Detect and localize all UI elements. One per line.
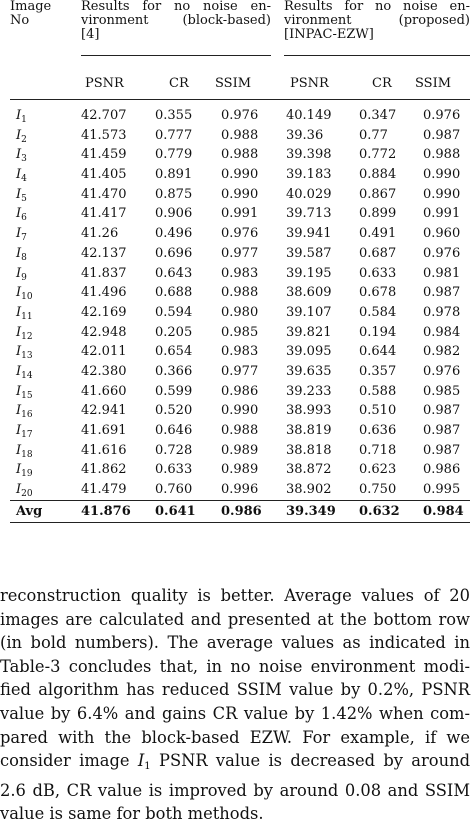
cell-cr-proposed: 0.636 (359, 423, 397, 438)
avg-top-rule (10, 500, 470, 501)
table-row (10, 145, 470, 165)
avg-label: Avg (16, 503, 43, 519)
paragraph-line (0, 749, 470, 779)
cell-ssim-block: 0.988 (221, 127, 259, 143)
cell-cr-block: 0.643 (155, 265, 193, 281)
cell-psnr-proposed: 39.107 (286, 304, 332, 320)
cell-psnr-block: 42.011 (81, 344, 127, 360)
cell-cr-block: 0.205 (155, 324, 193, 340)
image-id-subscript: 19 (21, 469, 33, 480)
cell-cr-proposed: 0.633 (359, 265, 397, 281)
cell-cr-proposed: 0.899 (359, 206, 397, 222)
subheader-ssim-2: SSIM (415, 76, 452, 91)
cell-psnr-block: 41.417 (81, 206, 127, 222)
avg-cr-proposed: 0.632 (359, 503, 400, 519)
cell-cr-proposed: 0.347 (359, 108, 397, 123)
cell-psnr-proposed: 39.233 (286, 383, 332, 399)
results-table (10, 0, 470, 523)
table-row (10, 126, 470, 146)
image-id-letter: I (16, 423, 22, 438)
cell-ssim-proposed: 0.990 (423, 186, 461, 202)
cell-cr-block: 0.760 (155, 482, 193, 498)
cell-cr-proposed: 0.772 (359, 147, 397, 163)
cell-psnr-proposed: 39.635 (286, 363, 332, 379)
cell-cr-block: 0.696 (155, 245, 193, 261)
cell-cr-block: 0.728 (155, 442, 193, 458)
cell-ssim-proposed: 0.986 (423, 462, 461, 478)
cell-cr-block: 0.875 (155, 186, 193, 202)
cell-ssim-block: 0.985 (221, 324, 259, 340)
group2-header-line2: vironment (proposed) (284, 13, 470, 28)
cell-ssim-block: 0.988 (221, 423, 259, 438)
image-id-letter: I (16, 462, 22, 478)
cell-cr-proposed: 0.678 (359, 285, 397, 301)
group1-underline (81, 55, 271, 56)
cell-cr-block: 0.777 (155, 127, 193, 143)
image-no-header (10, 0, 70, 28)
cell-ssim-block: 0.988 (221, 285, 259, 301)
image-id-subscript: 4 (21, 174, 27, 185)
cell-cr-proposed: 0.588 (359, 383, 397, 399)
cell-cr-proposed: 0.867 (359, 186, 397, 202)
image-id-letter: I (16, 265, 22, 281)
image-id-letter: I (16, 147, 22, 163)
subheader-rule (10, 99, 470, 100)
cell-psnr-block: 41.837 (81, 265, 127, 281)
image-id-subscript: 12 (21, 331, 33, 342)
cell-ssim-proposed: 0.976 (423, 245, 461, 261)
table-row (10, 165, 470, 185)
cell-psnr-proposed: 38.819 (286, 423, 332, 438)
cell-psnr-proposed: 39.095 (286, 344, 332, 360)
image-id-subscript: 6 (21, 213, 27, 224)
subheader-psnr-1: PSNR (85, 76, 124, 91)
table-row (10, 264, 470, 284)
cell-psnr-proposed: 38.993 (286, 403, 332, 419)
cell-psnr-proposed: 39.398 (286, 147, 332, 163)
image-id-subscript: 8 (21, 252, 27, 263)
image-id-subscript: 18 (21, 449, 33, 460)
table-row (10, 441, 470, 461)
cell-psnr-block: 41.496 (81, 285, 127, 301)
cell-psnr-block: 42.948 (81, 324, 127, 340)
image-id-subscript: 11 (21, 311, 33, 322)
image-id-letter: I (16, 482, 22, 498)
table-body (10, 106, 470, 500)
paragraph-line: (in bold numbers). The average values as indicated in (0, 633, 470, 653)
cell-ssim-block: 0.990 (221, 186, 259, 202)
cell-cr-block: 0.594 (155, 304, 193, 320)
cell-psnr-block: 42.380 (81, 363, 127, 379)
group2-underline (284, 55, 470, 56)
image-id-subscript: 1 (21, 115, 27, 125)
cell-ssim-proposed: 0.987 (423, 285, 461, 301)
subheader-ssim-1: SSIM (215, 76, 252, 91)
image-id-subscript: 13 (21, 351, 33, 362)
cell-cr-block: 0.633 (155, 462, 193, 478)
cell-ssim-proposed: 0.987 (423, 423, 461, 438)
cell-psnr-block: 41.616 (81, 442, 127, 458)
cell-psnr-proposed: 39.941 (286, 226, 332, 242)
image-no-header-line2: No (10, 13, 30, 28)
table-subheader (10, 66, 470, 100)
cell-psnr-proposed: 39.713 (286, 206, 332, 222)
cell-psnr-block: 41.573 (81, 127, 127, 143)
cell-cr-proposed: 0.750 (359, 482, 397, 498)
cell-cr-proposed: 0.718 (359, 442, 397, 458)
table-row (10, 303, 470, 323)
paragraph-line: reconstruction quality is better. Average values of 20 (0, 586, 470, 605)
group1-header-line1: Results for no noise en- (81, 0, 271, 14)
table-row (10, 185, 470, 205)
image-id-subscript: 14 (21, 370, 33, 381)
paragraph-text: PSNR value is decreased by around (150, 751, 470, 771)
avg-ssim-proposed: 0.984 (423, 503, 464, 519)
table-avg-row (10, 502, 470, 522)
cell-ssim-proposed: 0.987 (423, 127, 461, 143)
cell-cr-block: 0.355 (155, 108, 193, 123)
cell-ssim-block: 0.983 (221, 265, 259, 281)
cell-psnr-proposed: 40.029 (286, 186, 332, 202)
block-based-group-header (81, 0, 271, 42)
cell-cr-block: 0.366 (155, 363, 193, 379)
paragraph-line: fied algorithm has reduced SSIM value by 0.2%, PSNR (0, 680, 470, 700)
image-id-letter: I (16, 108, 22, 123)
table-row (10, 283, 470, 303)
image-id-letter: I (16, 363, 22, 379)
cell-cr-proposed: 0.884 (359, 167, 397, 183)
avg-psnr-block: 41.876 (81, 503, 131, 519)
cell-psnr-block: 41.459 (81, 147, 127, 163)
table-row (10, 342, 470, 362)
image-id-subscript: 15 (21, 390, 33, 401)
cell-cr-block: 0.599 (155, 383, 193, 399)
table-row (10, 106, 470, 126)
cell-ssim-block: 0.996 (221, 482, 259, 498)
cell-cr-block: 0.906 (155, 206, 193, 222)
cell-cr-proposed: 0.687 (359, 245, 397, 261)
cell-psnr-proposed: 39.195 (286, 265, 332, 281)
image-id-letter: I (16, 285, 22, 301)
cell-cr-block: 0.646 (155, 423, 193, 438)
cell-psnr-block: 41.470 (81, 186, 127, 202)
group1-header-line2: vironment (block-based) (81, 13, 271, 28)
cell-cr-proposed: 0.644 (359, 344, 397, 360)
paragraph-line: Table-3 concludes that, in no noise environment modi- (0, 656, 470, 676)
group2-header-line3: [INPAC-EZW] (284, 27, 374, 42)
cell-psnr-block: 42.137 (81, 245, 127, 261)
cell-cr-block: 0.779 (155, 147, 193, 163)
cell-ssim-proposed: 0.995 (423, 482, 461, 498)
image-id-subscript: 17 (21, 430, 33, 440)
cell-cr-proposed: 0.491 (359, 226, 397, 242)
cell-ssim-proposed: 0.960 (423, 226, 461, 242)
cell-psnr-block: 41.405 (81, 167, 127, 183)
cell-ssim-block: 0.977 (221, 245, 259, 261)
avg-ssim-block: 0.986 (221, 503, 262, 519)
image-id-letter: I (16, 442, 22, 458)
body-paragraph (0, 584, 470, 826)
cell-ssim-block: 0.989 (221, 442, 259, 458)
table-row (10, 421, 470, 441)
cell-ssim-block: 0.976 (221, 108, 259, 123)
cell-psnr-block: 41.26 (81, 226, 119, 242)
cell-psnr-block: 42.169 (81, 304, 127, 320)
cell-ssim-block: 0.990 (221, 167, 259, 183)
cell-psnr-block: 42.707 (81, 108, 127, 123)
cell-psnr-proposed: 39.36 (286, 127, 324, 143)
cell-cr-proposed: 0.194 (359, 324, 397, 340)
image-id-letter: I (16, 127, 22, 143)
cell-psnr-proposed: 38.872 (286, 462, 332, 478)
avg-cr-block: 0.641 (155, 503, 196, 519)
image-id-letter: I (16, 304, 22, 320)
table-row (10, 204, 470, 224)
cell-psnr-proposed: 38.818 (286, 442, 332, 458)
avg-psnr-proposed: 39.349 (286, 503, 336, 519)
image-id-letter: I (16, 324, 22, 340)
table-bottom-rule (10, 522, 470, 523)
cell-cr-block: 0.891 (155, 167, 193, 183)
image-id-subscript: 3 (21, 154, 27, 165)
cell-ssim-proposed: 0.987 (423, 403, 461, 419)
image-id-letter: I (16, 383, 22, 399)
subheader-cr-2: CR (372, 76, 392, 91)
image-id-letter: I (16, 226, 22, 242)
cell-cr-proposed: 0.584 (359, 304, 397, 320)
image-id-subscript: 20 (21, 489, 33, 500)
paragraph-line: value is same for both methods. (0, 804, 264, 824)
image-id-subscript: 10 (21, 292, 33, 303)
table-row (10, 401, 470, 421)
cell-ssim-proposed: 0.978 (423, 304, 461, 320)
cell-cr-proposed: 0.510 (359, 403, 397, 419)
cell-ssim-proposed: 0.976 (423, 363, 461, 379)
cell-psnr-proposed: 38.609 (286, 285, 332, 301)
image-variable: I (137, 751, 145, 771)
image-id-letter: I (16, 167, 22, 183)
cell-ssim-proposed: 0.976 (423, 108, 461, 123)
image-id-letter: I (16, 344, 22, 360)
paragraph-text: consider image (0, 751, 138, 771)
cell-cr-block: 0.688 (155, 285, 193, 301)
table-row (10, 480, 470, 500)
table-row (10, 244, 470, 264)
cell-ssim-block: 0.976 (221, 226, 259, 242)
cell-psnr-proposed: 39.821 (286, 324, 332, 340)
image-id-letter: I (16, 206, 22, 222)
cell-psnr-block: 41.862 (81, 462, 127, 478)
cell-ssim-proposed: 0.987 (423, 442, 461, 458)
cell-psnr-proposed: 39.587 (286, 245, 332, 261)
cell-psnr-proposed: 38.902 (286, 482, 332, 498)
cell-psnr-block: 41.691 (81, 423, 127, 438)
cell-cr-block: 0.496 (155, 226, 193, 242)
cell-ssim-proposed: 0.991 (423, 206, 461, 222)
cell-cr-proposed: 0.77 (359, 127, 388, 143)
cell-ssim-block: 0.991 (221, 206, 259, 222)
cell-ssim-block: 0.988 (221, 147, 259, 163)
proposed-group-header (284, 0, 470, 42)
image-id-letter: I (16, 403, 22, 419)
cell-ssim-block: 0.980 (221, 304, 259, 320)
image-id-subscript: 16 (21, 410, 33, 421)
image-id-subscript: 9 (21, 272, 27, 283)
cell-ssim-proposed: 0.981 (423, 265, 461, 281)
cell-cr-block: 0.520 (155, 403, 193, 419)
cell-ssim-block: 0.977 (221, 363, 259, 379)
image-variable-subscript: 1 (144, 761, 151, 773)
cell-cr-proposed: 0.623 (359, 462, 397, 478)
paragraph-line: pared with the block-based EZW. For example, if we (0, 727, 470, 747)
subheader-psnr-2: PSNR (290, 76, 329, 91)
group2-header-line1: Results for no noise en- (284, 0, 470, 14)
image-id-subscript: 5 (21, 193, 27, 204)
table-row (10, 323, 470, 343)
cell-psnr-proposed: 40.149 (286, 108, 332, 123)
cell-ssim-proposed: 0.988 (423, 147, 461, 163)
paragraph-line: images are calculated and presented at the bottom row (0, 609, 470, 629)
cell-psnr-block: 41.660 (81, 383, 127, 399)
paragraph-line: value by 6.4% and gains CR value by 1.42% when com- (0, 703, 470, 723)
cell-psnr-block: 41.479 (81, 482, 127, 498)
cell-ssim-proposed: 0.990 (423, 167, 461, 183)
cell-ssim-block: 0.990 (221, 403, 259, 419)
cell-ssim-proposed: 0.984 (423, 324, 461, 340)
table-header (10, 0, 470, 66)
cell-cr-proposed: 0.357 (359, 363, 397, 379)
image-id-letter: I (16, 186, 22, 202)
image-no-header-line1: Image (10, 0, 52, 14)
image-id-subscript: 7 (21, 233, 27, 244)
cell-cr-block: 0.654 (155, 344, 193, 360)
cell-ssim-block: 0.986 (221, 383, 259, 399)
table-row (10, 224, 470, 244)
subheader-cr-1: CR (169, 76, 189, 91)
cell-psnr-block: 42.941 (81, 403, 127, 419)
cell-ssim-block: 0.983 (221, 344, 259, 360)
cell-ssim-block: 0.989 (221, 462, 259, 478)
cell-psnr-proposed: 39.183 (286, 167, 332, 183)
table-row (10, 362, 470, 382)
table-row (10, 460, 470, 480)
group1-header-line3: [4] (81, 27, 100, 42)
image-id-letter: I (16, 245, 22, 261)
cell-ssim-proposed: 0.985 (423, 383, 461, 399)
table-row (10, 382, 470, 402)
cell-ssim-proposed: 0.982 (423, 344, 461, 360)
paragraph-line: 2.6 dB, CR value is improved by around 0.08 and SSIM (0, 780, 470, 800)
image-id-subscript: 2 (21, 134, 27, 145)
